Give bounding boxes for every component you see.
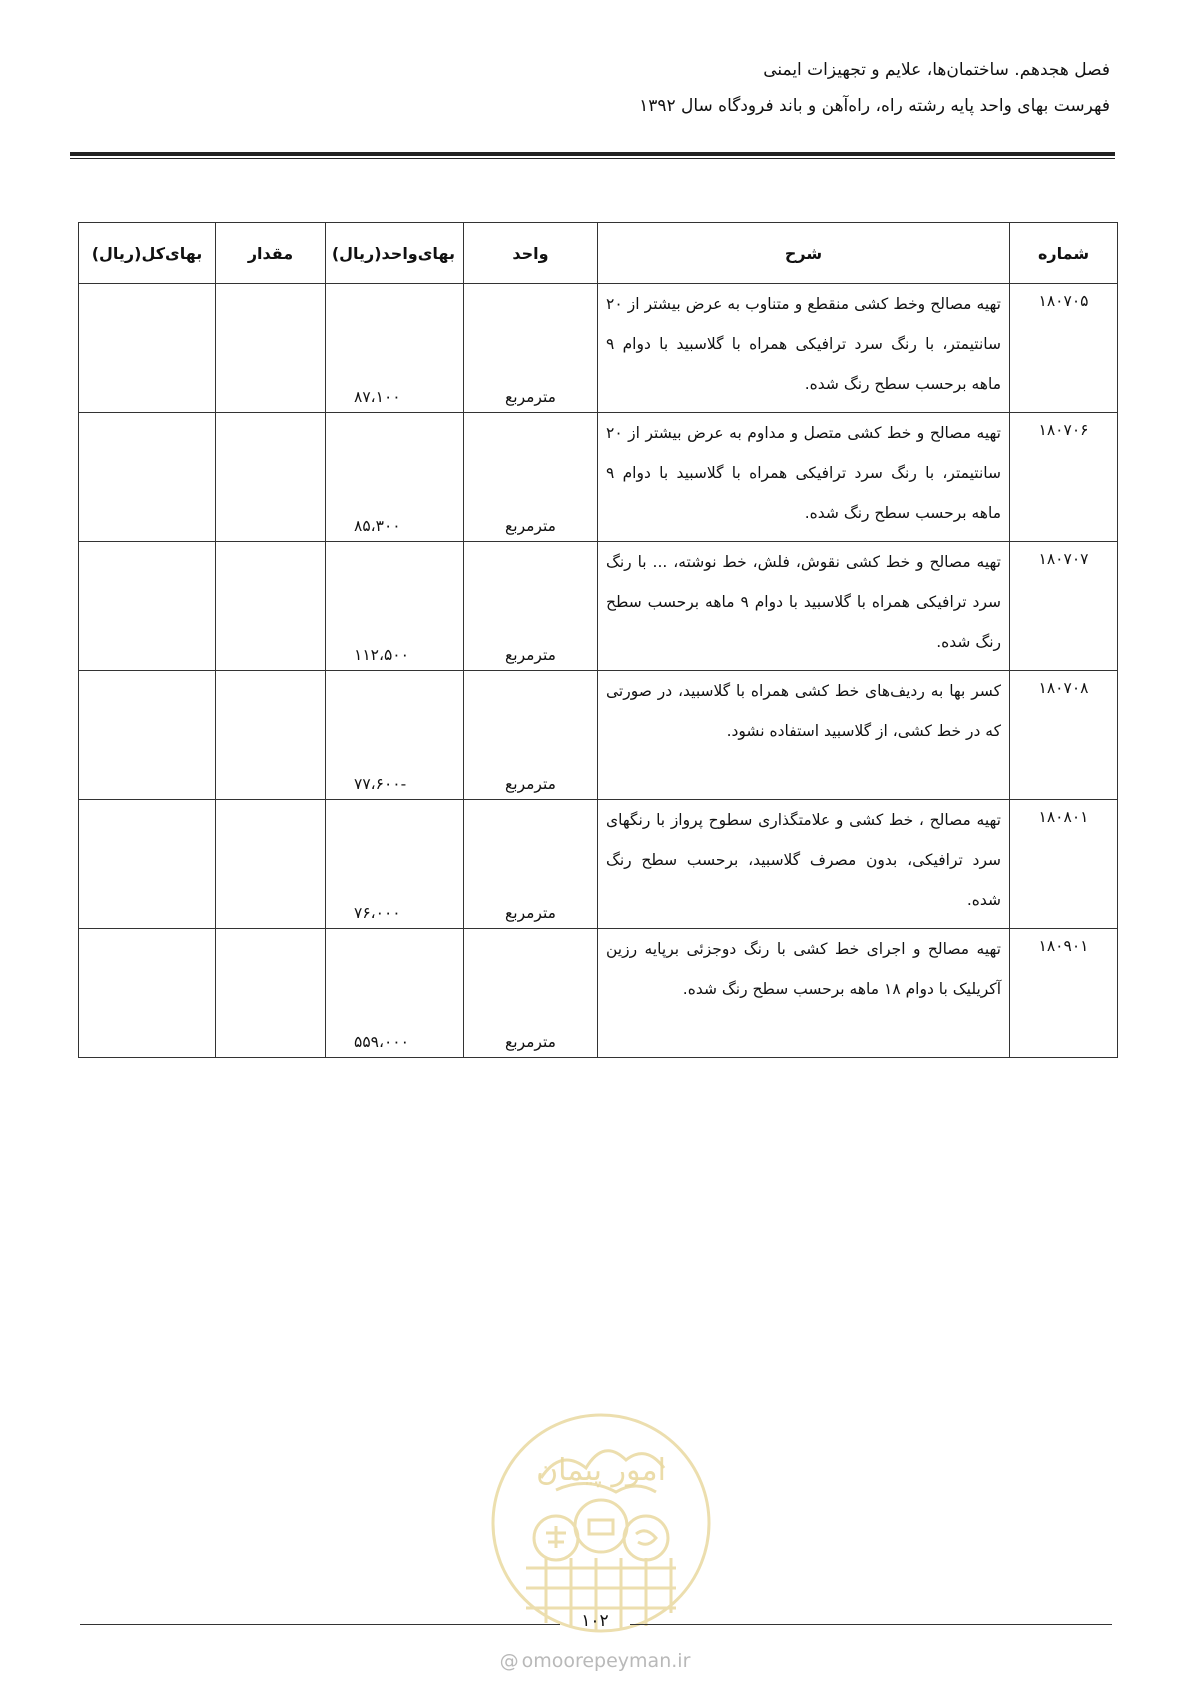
item-quantity	[216, 800, 326, 929]
document-subtitle: فهرست بهای واحد پایه رشته راه، راه‌آهن و باند فرودگاه سال ۱۳۹۲	[639, 96, 1110, 116]
item-total-price	[79, 542, 216, 671]
col-header-quantity: مقدار	[216, 223, 326, 284]
table-row	[79, 542, 1118, 671]
item-quantity	[216, 542, 326, 671]
item-number: ۱۸۰۷۰۵	[1010, 284, 1118, 413]
page-number: ۱۰۲	[581, 1611, 609, 1631]
item-unit-price: ۵۵۹،۰۰۰	[326, 929, 464, 1058]
chapter-title: فصل هجدهم. ساختمان‌ها، علایم و تجهیزات ایمنی	[763, 60, 1110, 80]
item-unit-price: -۷۷،۶۰۰	[326, 671, 464, 800]
website-text: omoorepeyman.ir	[521, 1650, 691, 1672]
watermark-logo	[486, 1408, 716, 1638]
item-unit: مترمربع	[464, 284, 598, 413]
item-unit-price: ۷۶،۰۰۰	[326, 800, 464, 929]
price-table	[78, 222, 1118, 1058]
item-total-price	[79, 671, 216, 800]
item-unit: مترمربع	[464, 671, 598, 800]
page-header	[80, 58, 1110, 130]
item-description: تهیه مصالح و خط کشی نقوش، فلش، خط نوشته، ... با رنگ سرد ترافیکی همراه با گلاسبید با دوام ۹ ماهه برحسب سطح رنگ شده.	[598, 542, 1010, 671]
item-total-price	[79, 413, 216, 542]
item-unit-price: ۸۷،۱۰۰	[326, 284, 464, 413]
item-description: تهیه مصالح وخط کشی منقطع و متناوب به عرض بیشتر از ۲۰ سانتیمتر، با رنگ سرد ترافیکی همراه با گلاسبید با دوام ۹ ماهه برحسب سطح رنگ شده.	[598, 284, 1010, 413]
item-unit-price: ۱۱۲،۵۰۰	[326, 542, 464, 671]
table-row	[79, 671, 1118, 800]
item-total-price	[79, 929, 216, 1058]
item-number: ۱۸۰۸۰۱	[1010, 800, 1118, 929]
item-number: ۱۸۰۷۰۶	[1010, 413, 1118, 542]
at-sign-icon: @	[499, 1650, 519, 1672]
item-unit: مترمربع	[464, 800, 598, 929]
item-number: ۱۸۰۹۰۱	[1010, 929, 1118, 1058]
item-description: تهیه مصالح و اجرای خط کشی با رنگ دوجزئی برپایه رزین آکریلیک با دوام ۱۸ ماهه برحسب سطح رنگ شده.	[598, 929, 1010, 1058]
item-unit: مترمربع	[464, 542, 598, 671]
col-header-description: شرح	[598, 223, 1010, 284]
table-row	[79, 929, 1118, 1058]
item-unit: مترمربع	[464, 413, 598, 542]
col-header-unit: واحد	[464, 223, 598, 284]
table-header-row	[79, 223, 1118, 284]
seal-icon	[486, 1408, 716, 1638]
item-total-price	[79, 800, 216, 929]
item-unit: مترمربع	[464, 929, 598, 1058]
item-total-price	[79, 284, 216, 413]
item-description: کسر بها به ردیف‌های خط کشی همراه با گلاسبید، در صورتی که در خط کشی، از گلاسبید استفاده نشود.	[598, 671, 1010, 800]
table-row	[79, 284, 1118, 413]
header-rule-thick	[70, 152, 1115, 156]
item-unit-price: ۸۵،۳۰۰	[326, 413, 464, 542]
col-header-unit-price: بهای‌واحد(ریال)	[326, 223, 464, 284]
item-description: تهیه مصالح ، خط کشی و علامتگذاری سطوح پرواز با رنگهای سرد ترافیکی، بدون مصرف گلاسبید، برحسب سطح رنگ شده.	[598, 800, 1010, 929]
logo-text: امور پیمان	[536, 1453, 666, 1488]
item-description: تهیه مصالح و خط کشی متصل و مداوم به عرض بیشتر از ۲۰ سانتیمتر، با رنگ سرد ترافیکی همراه با گلاسبید با دوام ۹ ماهه برحسب سطح رنگ شده.	[598, 413, 1010, 542]
website-watermark	[490, 1650, 700, 1672]
item-number: ۱۸۰۷۰۸	[1010, 671, 1118, 800]
col-header-total-price: بهای‌کل(ریال)	[79, 223, 216, 284]
footer-rule-left	[80, 1624, 560, 1625]
item-number: ۱۸۰۷۰۷	[1010, 542, 1118, 671]
item-quantity	[216, 671, 326, 800]
footer-rule-right	[630, 1624, 1112, 1625]
table-row	[79, 413, 1118, 542]
col-header-number: شماره	[1010, 223, 1118, 284]
item-quantity	[216, 929, 326, 1058]
header-rule-thin	[70, 158, 1115, 159]
item-quantity	[216, 413, 326, 542]
item-quantity	[216, 284, 326, 413]
table-row	[79, 800, 1118, 929]
